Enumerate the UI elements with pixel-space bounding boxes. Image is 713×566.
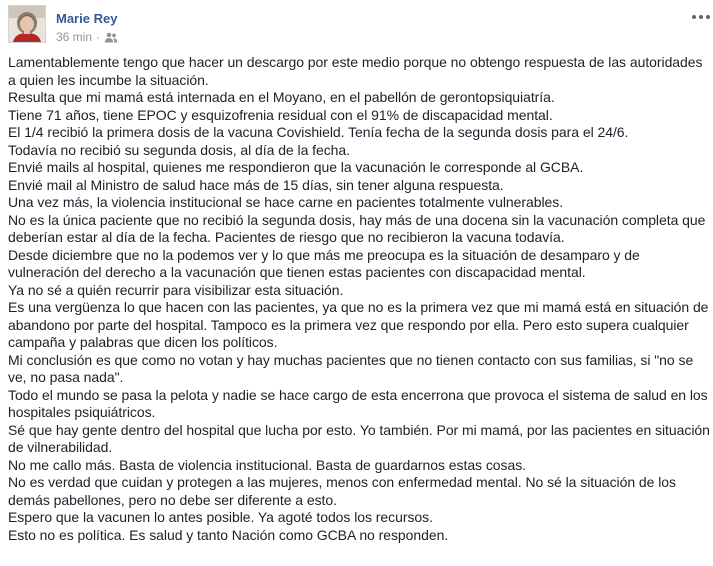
- friends-icon[interactable]: [104, 32, 118, 43]
- post-paragraph: Resulta que mi mamá está internada en el Moyano, en el pabellón de gerontopsiquiatría.: [8, 89, 555, 105]
- post-paragraph: No es verdad que cuidan y protegen a las mujeres, menos con enfermedad mental. No sé la situación de los demás pabellones, pero no debe ser diferente a esto.: [8, 474, 676, 508]
- post-paragraph: No es la única paciente que no recibió la segunda dosis, hay más de una docena sin la vacunación completa que deberían estar al día de la fecha. Pacientes de riesgo que no recibieron la vacuna todavía.: [8, 211, 706, 245]
- post-paragraph: Todo el mundo se pasa la pelota y nadie se hace cargo de esta encerrona que provoca el sistema de salud en los hospitales psiquiátricos.: [8, 386, 708, 420]
- post-paragraph: Una vez más, la violencia institucional se hace carne en pacientes totalmente vulnerables.: [8, 194, 564, 210]
- post-paragraph: Lamentablemente tengo que hacer un descargo por este medio porque no obtengo respuesta de las autoridades a quien les incumbe la situación.: [8, 54, 703, 88]
- post-paragraph: Ya no sé a quién recurrir para visibilizar esta situación.: [8, 281, 344, 298]
- post-paragraph: Espero que la vacunen lo antes posible. Ya agoté todos los recursos.: [8, 509, 433, 525]
- post-paragraph: Envié mail al Ministro de salud hace más de 15 días, sin tener alguna respuesta.: [8, 176, 504, 193]
- post-paragraph: Desde diciembre que no la podemos ver y lo que más me preocupa es la situación de desamparo y de vulneración del derecho a la vacunación que tienen estas pacientes con discapacidad mental.: [8, 246, 640, 280]
- post-paragraph: Envié mails al hospital, quienes me respondieron que la vacunación le corresponde al GCBA.: [8, 159, 584, 175]
- post-paragraph: No me callo más. Basta de violencia institucional. Basta de guardarnos estas cosas.: [8, 456, 527, 473]
- post-timestamp[interactable]: 36 min: [56, 30, 93, 44]
- more-options-icon[interactable]: [691, 9, 711, 25]
- post-paragraph: Mi conclusión es que como no votan y hay muchas pacientes que no tienen contacto con sus familias, si "no se ve, no pasa nada".: [8, 351, 694, 385]
- post-paragraph: Esto no es política. Es salud y tanto Nación como GCBA no responden.: [8, 526, 449, 543]
- author-name[interactable]: Marie Rey: [56, 11, 118, 26]
- post-header: [8, 5, 118, 47]
- post-text: [8, 54, 710, 544]
- separator-dot: ·: [96, 30, 101, 44]
- avatar[interactable]: [8, 5, 46, 43]
- post-paragraph: Todavía no recibió su segunda dosis, al día de la fecha.: [8, 141, 350, 158]
- post-subline: [56, 30, 118, 44]
- post-paragraph: Sé que hay gente dentro del hospital que lucha por esto. Yo también. Por mi mamá, por las pacientes en situación de vilnerabilidad.: [8, 421, 710, 455]
- post-paragraph: Es una vergüenza lo que hacen con las pacientes, ya que no es la primera vez que mi mamá está en situación de abandono por parte del hospital. Tampoco es la primera vez que respondo por ella. Pero esto supera cualquier campaña y palabras que dicen los políticos.: [8, 299, 709, 350]
- avatar-image: [9, 6, 45, 42]
- post-meta: [56, 5, 118, 44]
- post-paragraph: Tiene 71 años, tiene EPOC y esquizofrenia residual con el 91% de discapacidad mental.: [8, 106, 553, 123]
- post-paragraph: El 1/4 recibió la primera dosis de la vacuna Covishield. Tenía fecha de la segunda dosis para el 24/6.: [8, 124, 629, 140]
